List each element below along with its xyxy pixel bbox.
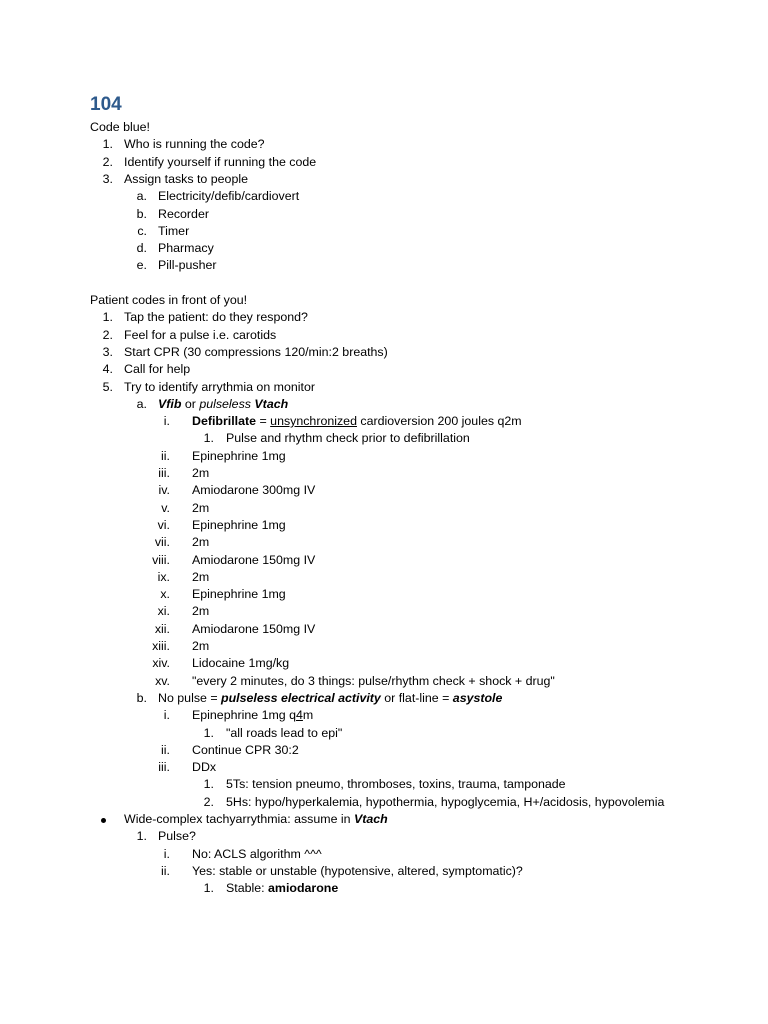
list-marker: viii. [152, 552, 170, 567]
list-item-text [158, 396, 288, 413]
list-marker: iii. [158, 760, 170, 775]
text-run: Pharmacy [158, 241, 214, 256]
text-run: Electricity/defib/cardiovert [158, 189, 300, 204]
list-marker: 3. [102, 344, 113, 359]
text-run: Code blue! [90, 120, 150, 134]
text-run: Timer [158, 223, 190, 238]
list-item-text [124, 309, 308, 326]
list-item-text [226, 725, 342, 742]
list-item-text [192, 759, 216, 776]
list-item-text [124, 327, 276, 344]
list-marker: i. [163, 708, 170, 723]
list-item-text [158, 188, 299, 205]
list-item-text [192, 465, 209, 482]
text-run: Start CPR (30 compressions 120/min:2 breaths) [124, 344, 388, 359]
text-run: or [181, 396, 200, 411]
list-item-text [124, 811, 388, 828]
text-run: Identify yourself if running the code [124, 154, 317, 169]
list-item-text [158, 257, 217, 274]
list-item-text [226, 794, 664, 811]
list-item-text [192, 448, 286, 465]
list-item-text [192, 586, 286, 603]
text-run: Tap the patient: do they respond? [124, 310, 308, 325]
list-item-text [192, 638, 209, 655]
list-marker: i. [163, 846, 170, 861]
list-marker: xii. [154, 621, 170, 636]
list-marker: xv. [155, 673, 170, 688]
list-marker: ix. [157, 569, 170, 584]
text-run: Recorder [158, 206, 209, 221]
list-item-text [192, 500, 209, 517]
list-item-text [192, 534, 209, 551]
list-marker: d. [136, 241, 147, 256]
text-run: or flat-line = [380, 690, 453, 705]
list-item-text [124, 136, 265, 153]
text-run: No: ACLS algorithm ^^^ [192, 846, 322, 861]
list-item-text [226, 776, 566, 793]
list-marker: 1. [136, 829, 147, 844]
text-run: Try to identify arrythmia on monitor [124, 379, 315, 394]
list-marker: b. [136, 206, 147, 221]
list-marker: 1. [203, 431, 214, 446]
text-run: asystole [452, 690, 503, 705]
list-item-text [124, 361, 190, 378]
list-marker: 1. [203, 777, 214, 792]
list-marker: 2. [203, 794, 214, 809]
text-run: cardioversion 200 joules q2m [356, 414, 522, 429]
text-run: Amiodarone 150mg IV [192, 552, 316, 567]
text-run: unsynchronized [270, 414, 357, 429]
text-run: 2m [192, 569, 210, 584]
list-item-text [226, 880, 338, 897]
list-marker: 3. [102, 171, 113, 186]
list-item-text [124, 379, 315, 396]
text-run: 2m [192, 639, 210, 653]
list-marker: e. [136, 258, 147, 273]
text-run: Defibrillate [192, 414, 257, 429]
list-item-text [158, 690, 502, 707]
list-item-text [90, 119, 150, 136]
list-marker: 2. [102, 327, 113, 342]
text-run: DDx [192, 760, 217, 775]
text-run: Patient codes in front of you! [90, 293, 248, 307]
list-item-text [192, 517, 286, 534]
list-marker: 5. [102, 379, 113, 394]
text-run: No pulse = [158, 690, 222, 705]
text-run: = [256, 414, 271, 429]
page-title: 104 [90, 94, 122, 115]
list-item-text [158, 828, 196, 845]
list-item-text [158, 206, 209, 223]
list-item-text [90, 292, 247, 309]
list-marker: xiii. [152, 639, 170, 653]
list-marker: xi. [157, 604, 170, 619]
list-marker: c. [137, 223, 147, 238]
list-item-text [124, 154, 316, 171]
text-run: Feel for a pulse i.e. carotids [124, 327, 277, 342]
text-run: Wide-complex tachyarrythmia: assume in [124, 812, 354, 826]
list-marker: 1. [203, 881, 214, 896]
text-run: Amiodarone 150mg IV [192, 621, 316, 636]
list-marker: 1. [203, 725, 214, 740]
list-item-text [192, 846, 322, 863]
text-run: Epinephrine 1mg q [192, 708, 297, 723]
text-run: Continue CPR 30:2 [192, 742, 299, 757]
list-item-text [158, 223, 189, 240]
text-run: Call for help [124, 362, 191, 377]
list-marker: 2. [102, 154, 113, 169]
text-run: Vfib [158, 396, 182, 411]
list-item-text [124, 344, 388, 361]
text-run: 2m [192, 466, 210, 480]
list-marker: vi. [157, 517, 170, 532]
text-run: Pulse? [158, 829, 196, 844]
text-run: 5Ts: tension pneumo, thromboses, toxins, trauma, tamponade [226, 777, 566, 792]
list-item-text [158, 240, 214, 257]
list-marker: b. [136, 690, 147, 705]
text-run: Lidocaine 1mg/kg [192, 656, 290, 671]
list-marker: xiv. [152, 656, 170, 671]
text-run: "every 2 minutes, do 3 things: pulse/rhythm check + shock + drug" [192, 673, 555, 688]
text-run: Amiodarone 300mg IV [192, 483, 316, 498]
text-run: amiodarone [268, 881, 339, 896]
text-run: 2m [192, 500, 210, 515]
list-marker: iii. [158, 466, 170, 480]
text-run: 2m [192, 604, 210, 619]
text-run: Assign tasks to people [124, 171, 248, 186]
list-item-text [192, 673, 555, 690]
text-run: 2m [192, 535, 210, 550]
text-run: Epinephrine 1mg [192, 587, 286, 602]
list-marker: 1. [102, 310, 113, 325]
text-run: Vtach [254, 396, 289, 411]
text-run: Stable: [226, 881, 269, 896]
list-marker: i. [163, 414, 170, 429]
list-item-text [192, 621, 315, 638]
list-item-text [192, 603, 209, 620]
list-marker: iv. [158, 483, 170, 498]
list-item-text [226, 430, 470, 447]
text-run: pulseless [199, 396, 255, 411]
list-marker: x. [160, 587, 170, 602]
text-run: pulseless electrical activity [221, 690, 381, 705]
list-marker: 4. [102, 362, 113, 377]
list-marker: ii. [161, 863, 170, 878]
list-marker: 1. [102, 137, 113, 152]
list-item-text [192, 569, 209, 586]
list-marker: a. [136, 189, 147, 204]
list-item-text [124, 171, 248, 188]
list-marker: ii. [161, 742, 170, 757]
list-item-text [192, 655, 289, 672]
text-run: Yes: stable or unstable (hypotensive, altered, symptomatic)? [192, 863, 523, 878]
list-item-text [192, 707, 313, 724]
list-marker: ii. [161, 448, 170, 463]
text-run: 5Hs: hypo/hyperkalemia, hypothermia, hypoglycemia, H+/acidosis, hypovolemia [226, 794, 665, 809]
list-item-text [192, 552, 315, 569]
text-run: Vtach [354, 812, 388, 826]
list-item-text [192, 742, 299, 759]
list-item-text [192, 413, 522, 430]
text-run: Epinephrine 1mg [192, 517, 286, 532]
list-item-text [192, 482, 315, 499]
bullet-icon [101, 818, 106, 823]
text-run: m [302, 708, 314, 723]
text-run: 4 [296, 708, 303, 723]
text-run: "all roads lead to epi" [226, 725, 343, 740]
text-run: Pulse and rhythm check prior to defibrillation [226, 431, 470, 446]
list-item-text [192, 863, 523, 880]
text-run: Pill-pusher [158, 258, 217, 273]
list-marker: v. [161, 500, 170, 515]
list-marker: vii. [154, 535, 170, 550]
list-marker: a. [136, 396, 147, 411]
text-run: Who is running the code? [124, 137, 265, 152]
text-run: Epinephrine 1mg [192, 448, 286, 463]
